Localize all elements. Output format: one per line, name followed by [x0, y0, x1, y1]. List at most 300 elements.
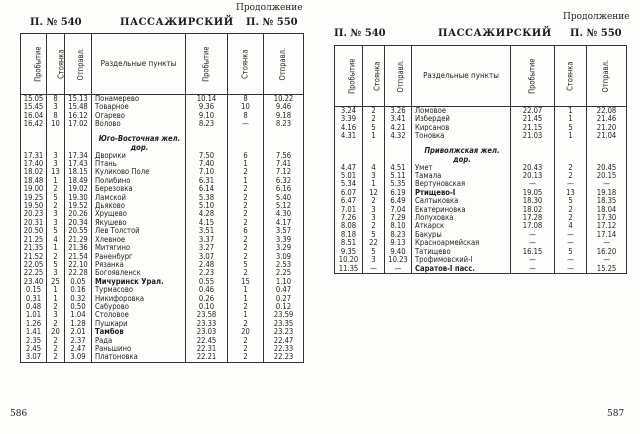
departure-time-return: 0.47: [264, 286, 304, 294]
table-row: [335, 164, 627, 172]
arrival-time: 4.47: [335, 164, 363, 172]
departure-time-return: 9.46: [264, 103, 304, 111]
station-name: Березовка: [92, 185, 186, 193]
arrival-time: 15.45: [21, 103, 47, 111]
table-row: [21, 311, 304, 319]
departure-time: 22.10: [65, 261, 92, 269]
col-header-stop-2: Стоянка: [228, 34, 264, 95]
table-row: [335, 239, 627, 247]
arrival-time-return: 23.58: [186, 311, 228, 319]
departure-time-return: 4.30: [264, 210, 304, 218]
stop-minutes-return: 2: [228, 236, 264, 244]
table-row: [21, 244, 304, 252]
departure-time-return: 4.17: [264, 219, 304, 227]
timetable-table: [20, 33, 304, 363]
departure-time-return: 23.35: [264, 320, 304, 328]
train-number-left: П. № 540: [30, 17, 82, 28]
departure-time-return: 22.08: [587, 107, 627, 116]
departure-time: 0.05: [65, 278, 92, 286]
stop-minutes: 8: [47, 95, 65, 104]
stop-minutes-return: 20: [228, 328, 264, 336]
table-row: [21, 269, 304, 277]
station-name: Тамала: [412, 172, 511, 180]
empty-cell: [186, 134, 228, 152]
arrival-time: 21.25: [21, 236, 47, 244]
stop-minutes-return: 1: [555, 115, 587, 123]
station-name: Столовое: [92, 311, 186, 319]
departure-time-return: 3.57: [264, 227, 304, 235]
station-name: Куликово Поле: [92, 168, 186, 176]
arrival-time-return: 16.15: [511, 248, 555, 256]
arrival-time: 7.26: [335, 214, 363, 222]
departure-time-return: 20.15: [587, 172, 627, 180]
departure-time: 17.34: [65, 152, 92, 160]
arrival-time: 21.52: [21, 253, 47, 261]
arrival-time: 22.05: [21, 261, 47, 269]
stop-minutes: 2: [363, 115, 385, 123]
departure-time: 4.32: [385, 132, 412, 140]
arrival-time: 21.35: [21, 244, 47, 252]
stop-minutes-return: —: [555, 180, 587, 188]
stop-minutes: 5: [363, 248, 385, 256]
station-name: Дворики: [92, 152, 186, 160]
table-row: [21, 120, 304, 128]
station-name: Умет: [412, 164, 511, 172]
stop-minutes-return: 2: [228, 168, 264, 176]
col-header-departure-2: Отправл.: [587, 46, 627, 107]
arrival-time-return: 22.07: [511, 107, 555, 116]
arrival-time: 19.00: [21, 185, 47, 193]
station-name: Бакуры: [412, 231, 511, 239]
stop-minutes: 3: [47, 160, 65, 168]
arrival-time-return: 2.23: [186, 269, 228, 277]
departure-time: 6.49: [385, 197, 412, 205]
departure-time: 9.40: [385, 248, 412, 256]
empty-cell: [587, 146, 627, 164]
arrival-time-return: 6.31: [186, 177, 228, 185]
departure-time: —: [385, 265, 412, 274]
arrival-time: 1.01: [21, 311, 47, 319]
stop-minutes: 22: [363, 239, 385, 247]
stop-minutes: 3: [363, 256, 385, 264]
departure-time-return: 22.23: [264, 353, 304, 362]
arrival-time: 4.16: [335, 124, 363, 132]
stop-minutes: 1: [363, 180, 385, 188]
stop-minutes: 2: [363, 197, 385, 205]
col-header-stop: Стоянка: [47, 34, 65, 95]
stop-minutes: 3: [47, 210, 65, 218]
station-name: Волово: [92, 120, 186, 128]
station-name: Аткарск: [412, 222, 511, 230]
page-number: 586: [10, 409, 28, 419]
table-row: [335, 256, 627, 264]
departure-time: 22.28: [65, 269, 92, 277]
arrival-time: 10.20: [335, 256, 363, 264]
stop-minutes-return: 1: [555, 132, 587, 140]
table-row: [335, 132, 627, 140]
station-name: Никифоровка: [92, 295, 186, 303]
departure-time-return: 22.33: [264, 345, 304, 353]
table-row: [21, 194, 304, 202]
station-name: Ломовое: [412, 107, 511, 116]
arrival-time-return: 8.23: [186, 120, 228, 128]
table-row: [21, 261, 304, 269]
stop-minutes-return: 2: [555, 214, 587, 222]
arrival-time: 15.05: [21, 95, 47, 104]
departure-time: 10.23: [385, 256, 412, 264]
departure-time-return: 5.12: [264, 202, 304, 210]
arrival-time: 0.15: [21, 286, 47, 294]
departure-time: 9.13: [385, 239, 412, 247]
station-name: Раньшино: [92, 345, 186, 353]
departure-time-return: 8.23: [264, 120, 304, 128]
departure-time: 3.09: [65, 353, 92, 362]
table-row: [335, 180, 627, 188]
empty-cell: [363, 146, 385, 164]
arrival-time: 8.51: [335, 239, 363, 247]
arrival-time-return: 22.31: [186, 345, 228, 353]
table-row: [335, 206, 627, 214]
arrival-time: 20.31: [21, 219, 47, 227]
stop-minutes: 2: [47, 337, 65, 345]
stop-minutes: 10: [47, 120, 65, 128]
stop-minutes: 13: [47, 168, 65, 176]
station-name: Тоновка: [412, 132, 511, 140]
stop-minutes: 2: [363, 107, 385, 116]
departure-time: 21.54: [65, 253, 92, 261]
arrival-time: 16.04: [21, 112, 47, 120]
arrival-time: 0.48: [21, 303, 47, 311]
arrival-time: 19.25: [21, 194, 47, 202]
table-row: [335, 265, 627, 274]
departure-time: 17.02: [65, 120, 92, 128]
arrival-time: 19.50: [21, 202, 47, 210]
stop-minutes-return: 2: [228, 244, 264, 252]
arrival-time-return: 22.21: [186, 353, 228, 362]
departure-time-return: 20.45: [587, 164, 627, 172]
departure-time: 20.26: [65, 210, 92, 218]
station-name: Богоявленск: [92, 269, 186, 277]
stop-minutes-return: 13: [555, 189, 587, 197]
departure-time: 2.01: [65, 328, 92, 336]
col-header-distance-2: Пробытие: [186, 34, 228, 95]
station-name: Избердей: [412, 115, 511, 123]
departure-time-return: 3.09: [264, 253, 304, 261]
table-row: [21, 320, 304, 328]
stop-minutes: 3: [47, 311, 65, 319]
stop-minutes-return: —: [555, 231, 587, 239]
table-row: [335, 222, 627, 230]
stop-minutes-return: 2: [228, 303, 264, 311]
departure-time: 1.04: [65, 311, 92, 319]
arrival-time-return: 17.08: [511, 222, 555, 230]
arrival-time: 3.07: [21, 353, 47, 362]
stop-minutes-return: 5: [555, 248, 587, 256]
arrival-time: 1.41: [21, 328, 47, 336]
arrival-time: 4.31: [335, 132, 363, 140]
stop-minutes-return: 2: [228, 269, 264, 277]
arrival-time-return: 0.46: [186, 286, 228, 294]
departure-time-return: 17.14: [587, 231, 627, 239]
table-row: [21, 295, 304, 303]
stop-minutes: 25: [47, 278, 65, 286]
table-row: [335, 197, 627, 205]
arrival-time: 11.35: [335, 265, 363, 274]
arrival-time: 16.42: [21, 120, 47, 128]
stop-minutes-return: 2: [228, 253, 264, 261]
departure-time-return: 19.18: [587, 189, 627, 197]
table-row: [21, 353, 304, 362]
table-row: [21, 278, 304, 286]
departure-time: 16.12: [65, 112, 92, 120]
stop-minutes-return: 8: [228, 95, 264, 104]
arrival-time-return: 7.10: [186, 168, 228, 176]
stop-minutes: 3: [363, 172, 385, 180]
departure-time: 4.21: [385, 124, 412, 132]
stop-minutes-return: 1: [228, 177, 264, 185]
departure-time-return: 23.23: [264, 328, 304, 336]
table-row: [21, 185, 304, 193]
departure-time: 1.28: [65, 320, 92, 328]
stop-minutes-return: 2: [228, 219, 264, 227]
arrival-time: 7.01: [335, 206, 363, 214]
departure-time: 21.29: [65, 236, 92, 244]
arrival-time-return: 20.13: [511, 172, 555, 180]
arrival-time-return: —: [511, 180, 555, 188]
station-name: Мичуринск Урал.: [92, 278, 186, 286]
stop-minutes: 5: [363, 124, 385, 132]
station-name: Екатериновка: [412, 206, 511, 214]
empty-cell: [555, 146, 587, 164]
arrival-time-return: 3.27: [186, 244, 228, 252]
table-row: [21, 177, 304, 185]
arrival-time: 20.50: [21, 227, 47, 235]
arrival-time-return: —: [511, 231, 555, 239]
table-row: [21, 168, 304, 176]
arrival-time: 0.31: [21, 295, 47, 303]
stop-minutes-return: 2: [228, 194, 264, 202]
station-name: Раненбург: [92, 253, 186, 261]
station-name: Огарево: [92, 112, 186, 120]
table-row: [21, 328, 304, 336]
arrival-time-return: 21.03: [511, 132, 555, 140]
departure-time: 3.26: [385, 107, 412, 116]
arrival-time-return: —: [511, 265, 555, 274]
table-row: [21, 236, 304, 244]
table-row: [335, 107, 627, 116]
station-name: Рязанка: [92, 261, 186, 269]
stop-minutes: 1: [47, 286, 65, 294]
departure-time-return: 9.18: [264, 112, 304, 120]
stop-minutes: 12: [363, 189, 385, 197]
departure-time-return: 21.46: [587, 115, 627, 123]
table-row: [21, 337, 304, 345]
departure-time-return: 16.20: [587, 248, 627, 256]
stop-minutes-return: 2: [555, 164, 587, 172]
arrival-time: 18.02: [21, 168, 47, 176]
stop-minutes-return: 2: [228, 345, 264, 353]
stop-minutes-return: 15: [228, 278, 264, 286]
stop-minutes: 8: [47, 112, 65, 120]
departure-time-return: 7.56: [264, 152, 304, 160]
stop-minutes-return: 1: [555, 107, 587, 116]
stop-minutes: 1: [47, 244, 65, 252]
arrival-time: 9.35: [335, 248, 363, 256]
departure-time: 18.49: [65, 177, 92, 185]
arrival-time: 6.47: [335, 197, 363, 205]
stop-minutes-return: 2: [228, 210, 264, 218]
stop-minutes-return: 4: [555, 222, 587, 230]
timetable-table: [334, 45, 627, 274]
stop-minutes: 4: [47, 236, 65, 244]
stop-minutes-return: 2: [228, 185, 264, 193]
departure-time-return: 0.27: [264, 295, 304, 303]
departure-time: 8.10: [385, 222, 412, 230]
stop-minutes-return: 6: [228, 227, 264, 235]
col-header-departure-2: Отправл.: [264, 34, 304, 95]
departure-time: 19.52: [65, 202, 92, 210]
station-name: Трофимовский-I: [412, 256, 511, 264]
stop-minutes: 3: [363, 214, 385, 222]
stop-minutes: 5: [363, 231, 385, 239]
arrival-time: 2.35: [21, 337, 47, 345]
departure-time-return: 17.30: [587, 214, 627, 222]
arrival-time: 1.26: [21, 320, 47, 328]
departure-time: 18.15: [65, 168, 92, 176]
stop-minutes: 2: [47, 353, 65, 362]
departure-time: 2.37: [65, 337, 92, 345]
stop-minutes-return: —: [555, 256, 587, 264]
table-row: [21, 103, 304, 111]
stop-minutes: 3: [47, 152, 65, 160]
timetable-page-right: [320, 0, 640, 434]
station-name: Турмасово: [92, 286, 186, 294]
stop-minutes-return: —: [228, 120, 264, 128]
station-name: Саратов-I пасс.: [412, 265, 511, 274]
stop-minutes: 1: [47, 295, 65, 303]
departure-time: 5.11: [385, 172, 412, 180]
stop-minutes: 1: [47, 177, 65, 185]
stop-minutes: 2: [47, 202, 65, 210]
train-number-right: П. № 550: [570, 28, 622, 39]
arrival-time-return: 3.07: [186, 253, 228, 261]
departure-time-return: 2.53: [264, 261, 304, 269]
stop-minutes-return: 1: [228, 311, 264, 319]
arrival-time-return: 18.02: [511, 206, 555, 214]
train-type-title: ПАССАЖИРСКИЙ: [120, 17, 234, 28]
arrival-time-return: 23.03: [186, 328, 228, 336]
departure-time-return: —: [587, 180, 627, 188]
station-name: Полибино: [92, 177, 186, 185]
empty-cell: [47, 134, 65, 152]
departure-time-return: 7.12: [264, 168, 304, 176]
departure-time: 19.30: [65, 194, 92, 202]
departure-time: 7.29: [385, 214, 412, 222]
arrival-time-return: 20.43: [511, 164, 555, 172]
departure-time-return: 18.04: [587, 206, 627, 214]
station-name: Хрущево: [92, 210, 186, 218]
arrival-time: 17.40: [21, 160, 47, 168]
departure-time-return: —: [587, 239, 627, 247]
station-name: Якушево: [92, 219, 186, 227]
col-header-distance-2: Пробытие: [511, 46, 555, 107]
departure-time: 0.50: [65, 303, 92, 311]
departure-time-return: 5.40: [264, 194, 304, 202]
arrival-time-return: 0.10: [186, 303, 228, 311]
col-header-distance: Пробытие: [335, 46, 363, 107]
stop-minutes: 2: [47, 345, 65, 353]
stop-minutes-return: 2: [228, 202, 264, 210]
arrival-time-return: 3.37: [186, 236, 228, 244]
col-header-stop: Стоянка: [363, 46, 385, 107]
arrival-time-return: 4.28: [186, 210, 228, 218]
stop-minutes: 3: [47, 219, 65, 227]
table-row: [21, 303, 304, 311]
arrival-time-return: 23.33: [186, 320, 228, 328]
stop-minutes: 4: [363, 164, 385, 172]
departure-time-return: 6.32: [264, 177, 304, 185]
stop-minutes: 2: [47, 320, 65, 328]
stop-minutes-return: —: [555, 265, 587, 274]
arrival-time: 23.40: [21, 278, 47, 286]
stop-minutes-return: —: [555, 239, 587, 247]
table-row: [21, 210, 304, 218]
table-row: [21, 202, 304, 210]
table-row: [21, 286, 304, 294]
table-row: [21, 253, 304, 261]
station-name: Митягино: [92, 244, 186, 252]
station-name: Пушкари: [92, 320, 186, 328]
arrival-time-return: 6.14: [186, 185, 228, 193]
departure-time: 20.34: [65, 219, 92, 227]
stop-minutes: 2: [363, 222, 385, 230]
arrival-time-return: 3.51: [186, 227, 228, 235]
stop-minutes-return: 2: [555, 206, 587, 214]
departure-time: 8.23: [385, 231, 412, 239]
departure-time-return: —: [587, 256, 627, 264]
station-name: Салтыковка: [412, 197, 511, 205]
table-row: [21, 227, 304, 235]
stop-minutes-return: 8: [228, 112, 264, 120]
train-type-title: ПАССАЖИРСКИЙ: [438, 28, 552, 39]
arrival-time: 8.08: [335, 222, 363, 230]
station-name: Понамерево: [92, 95, 186, 104]
stop-minutes: 5: [47, 227, 65, 235]
departure-time: 17.43: [65, 160, 92, 168]
arrival-time-return: 2.48: [186, 261, 228, 269]
arrival-time-return: 21.45: [511, 115, 555, 123]
table-row: [21, 112, 304, 120]
station-name: Птань: [92, 160, 186, 168]
col-header-stop-2: Стоянка: [555, 46, 587, 107]
arrival-time: 6.07: [335, 189, 363, 197]
departure-time: 5.35: [385, 180, 412, 188]
arrival-time-return: 9.10: [186, 112, 228, 120]
departure-time: 15.13: [65, 95, 92, 104]
departure-time-return: 0.12: [264, 303, 304, 311]
arrival-time: 2.45: [21, 345, 47, 353]
arrival-time: 3.39: [335, 115, 363, 123]
col-header-departure: Отправл.: [65, 34, 92, 95]
stop-minutes-return: 2: [555, 172, 587, 180]
arrival-time-return: 18.30: [511, 197, 555, 205]
table-row: [335, 214, 627, 222]
departure-time-return: 3.39: [264, 236, 304, 244]
stop-minutes-return: 2: [228, 337, 264, 345]
arrival-time-return: 22.45: [186, 337, 228, 345]
table-row: [335, 172, 627, 180]
table-row: [335, 115, 627, 123]
